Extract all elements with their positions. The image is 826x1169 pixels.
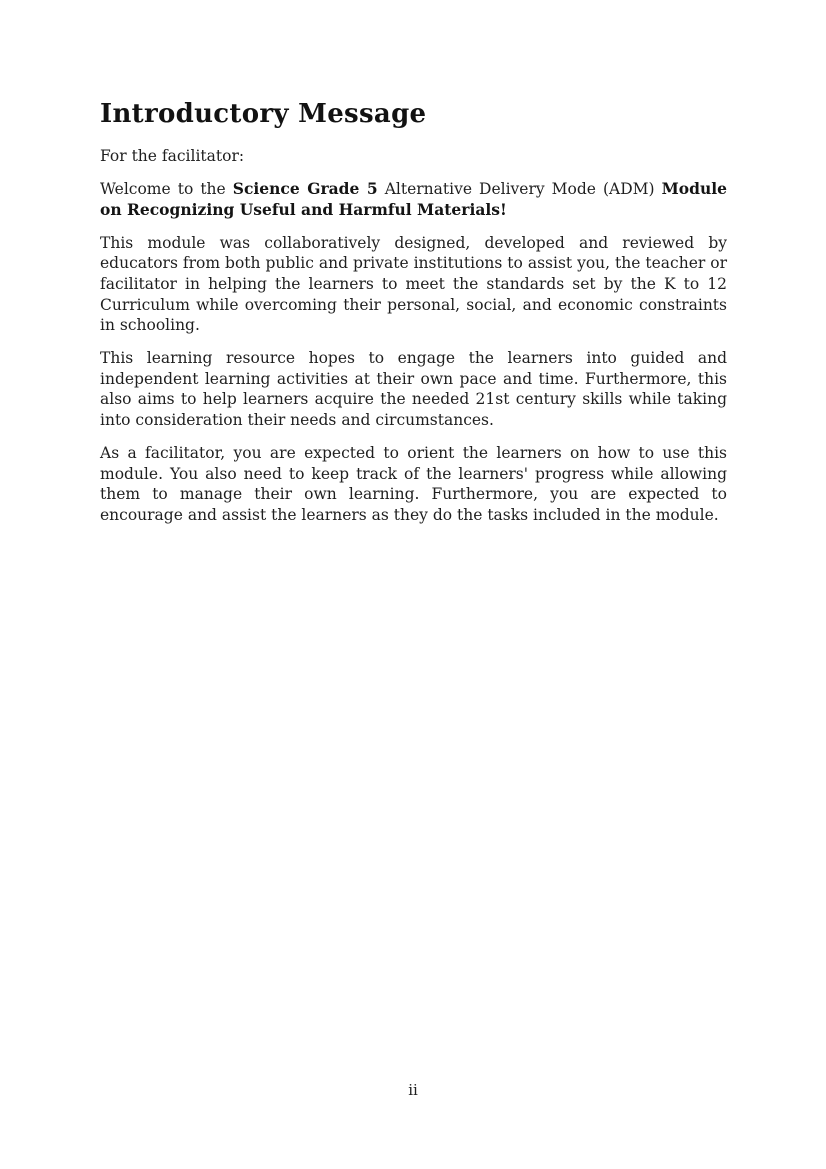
paragraph-facilitator-role: As a facilitator, you are expected to orient the learners on how to use this module. You also need to keep track of the learners' progress while allowing them to manage their own learning. Furthermore, you are expected to encourage and assist the learners as they do the tasks included in the module. <box>100 444 727 524</box>
welcome-paragraph <box>100 179 727 220</box>
paragraph-learning-resource: This learning resource hopes to engage the learners into guided and independent learning activities at their own pace and time. Furthermore, this also aims to help learners acquire the needed 21st century skills while taking into consideration their needs and circumstances. <box>100 349 727 430</box>
welcome-text-mid: Alternative Delivery Mode (ADM) <box>377 180 662 199</box>
salutation-line: For the facilitator: <box>100 147 245 165</box>
welcome-text-lead: Welcome to the <box>100 180 233 199</box>
page-title: Introductory Message <box>100 99 427 129</box>
page-content <box>100 0 727 538</box>
page-number: ii <box>408 1081 418 1099</box>
paragraph-module-design: This module was collaboratively designed, developed and reviewed by educators from both public and private institutions to assist you, the teacher or facilitator in helping the learners to meet the standards set by the K to 12 Curriculum while overcoming their personal, social, and economic constraints in schooling. <box>100 233 727 335</box>
page-footer <box>0 1080 826 1100</box>
module-subject-bold: Science Grade 5 <box>232 179 378 199</box>
module-name-bold: Module on Recognizing Useful and Harmful Materials! <box>100 179 727 219</box>
